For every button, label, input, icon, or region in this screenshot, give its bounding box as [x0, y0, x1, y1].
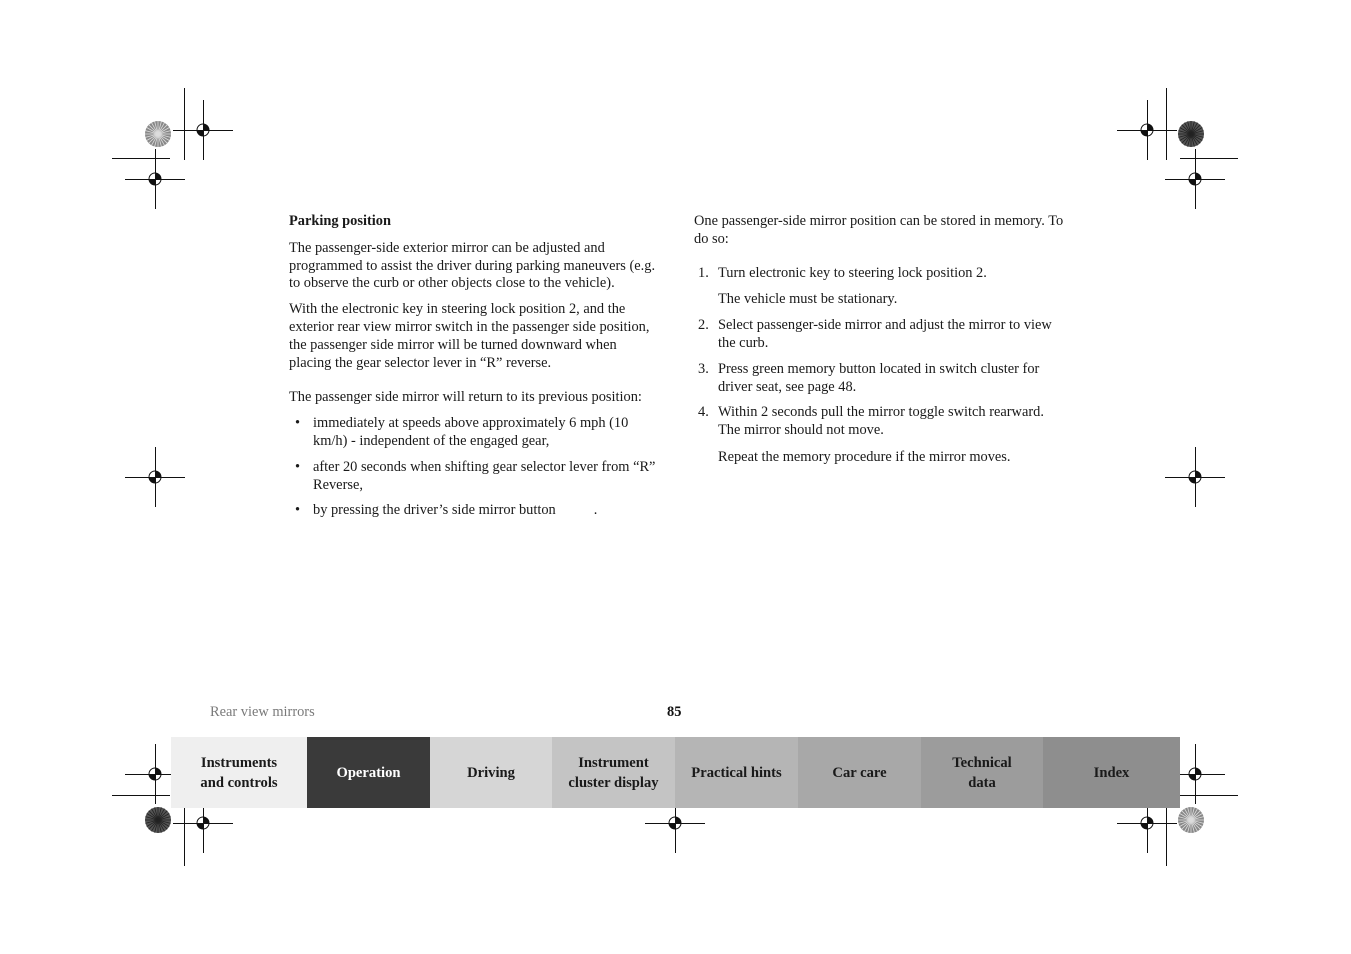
- tab-index[interactable]: Index: [1043, 737, 1180, 808]
- paragraph-intro: The passenger-side exterior mirror can be adjusted and programmed to assist the driver during parking maneuvers (e.g. to observe the curb or other objects close to the vehicle).: [289, 239, 656, 292]
- paragraph-function: With the electronic key in steering lock position 2, and the exterior rear view mirror switch in the passenger side position, the passenger side mirror will be turned downward when placing the gear selector lever in “R” reverse.: [289, 301, 650, 371]
- step-item: [694, 265, 1066, 310]
- step-text: Turn electronic key to steering lock position 2.: [718, 264, 987, 281]
- crop-line: [1180, 158, 1238, 159]
- rosette-icon: [144, 120, 172, 148]
- tab-technical-data[interactable]: Technical data: [921, 737, 1043, 808]
- right-column: [694, 213, 1066, 475]
- bullet-icon: •: [295, 458, 301, 475]
- crop-line: [1180, 795, 1238, 796]
- step-text: Within 2 seconds pull the mirror toggle switch rearward. The mirror should not move.: [718, 404, 1044, 439]
- list-item-text: by pressing the driver’s side mirror button: [313, 502, 556, 519]
- tab-instruments-and-controls[interactable]: Instruments and controls: [171, 737, 307, 808]
- tab-car-care[interactable]: Car care: [798, 737, 921, 808]
- left-column: [289, 213, 661, 528]
- step-number: 1.: [698, 264, 709, 281]
- crop-line: [1195, 447, 1196, 507]
- list-item: [289, 415, 661, 451]
- crop-line: [184, 88, 185, 160]
- memory-steps-list: [694, 265, 1066, 467]
- crop-line: [1166, 88, 1167, 160]
- paragraph-return: The passenger side mirror will return to its previous position:: [289, 389, 642, 406]
- tab-practical-hints[interactable]: Practical hints: [675, 737, 798, 808]
- step-text: Press green memory button located in switch cluster for driver seat, see page 48.: [718, 360, 1040, 395]
- page-number: 85: [667, 704, 682, 720]
- bullet-icon: •: [295, 415, 301, 432]
- tab-operation[interactable]: Operation: [307, 737, 430, 808]
- step-item: [694, 361, 1066, 397]
- memory-intro: One passenger-side mirror position can be stored in memory. To do so:: [694, 213, 1064, 247]
- crop-line: [155, 447, 156, 507]
- bullet-icon: •: [295, 502, 301, 519]
- step-note: Repeat the memory procedure if the mirror moves.: [718, 448, 1011, 465]
- step-item: [694, 317, 1066, 353]
- list-item-text: immediately at speeds above approximately 6 mph (10 km/h) - independent of the engaged gear,: [313, 415, 629, 449]
- step-number: 3.: [698, 360, 709, 377]
- chapter-tab-bar: [171, 737, 1180, 808]
- section-label: Rear view mirrors: [210, 704, 315, 720]
- section-heading: Parking position: [289, 213, 391, 229]
- rosette-icon: [1177, 806, 1205, 834]
- list-item: [289, 502, 661, 520]
- list-item-period: .: [593, 502, 598, 519]
- step-number: 4.: [698, 404, 709, 421]
- list-item-text: after 20 seconds when shifting gear selector lever from “R” Reverse,: [313, 458, 656, 493]
- list-item: [289, 459, 661, 495]
- step-text: Select passenger-side mirror and adjust the mirror to view the curb.: [718, 317, 1052, 351]
- crop-line: [184, 808, 185, 866]
- crop-line: [203, 100, 204, 160]
- tab-instrument-cluster-display[interactable]: Instrument cluster display: [552, 737, 675, 808]
- step-number: 2.: [698, 317, 709, 334]
- crop-line: [1166, 808, 1167, 866]
- crop-line: [112, 795, 170, 796]
- step-note: The vehicle must be stationary.: [718, 291, 898, 308]
- tab-driving[interactable]: Driving: [430, 737, 552, 808]
- return-conditions-list: [289, 415, 661, 520]
- step-item: [694, 404, 1066, 466]
- rosette-icon: [144, 806, 172, 834]
- crop-line: [1147, 100, 1148, 160]
- rosette-icon: [1177, 120, 1205, 148]
- crop-line: [112, 158, 170, 159]
